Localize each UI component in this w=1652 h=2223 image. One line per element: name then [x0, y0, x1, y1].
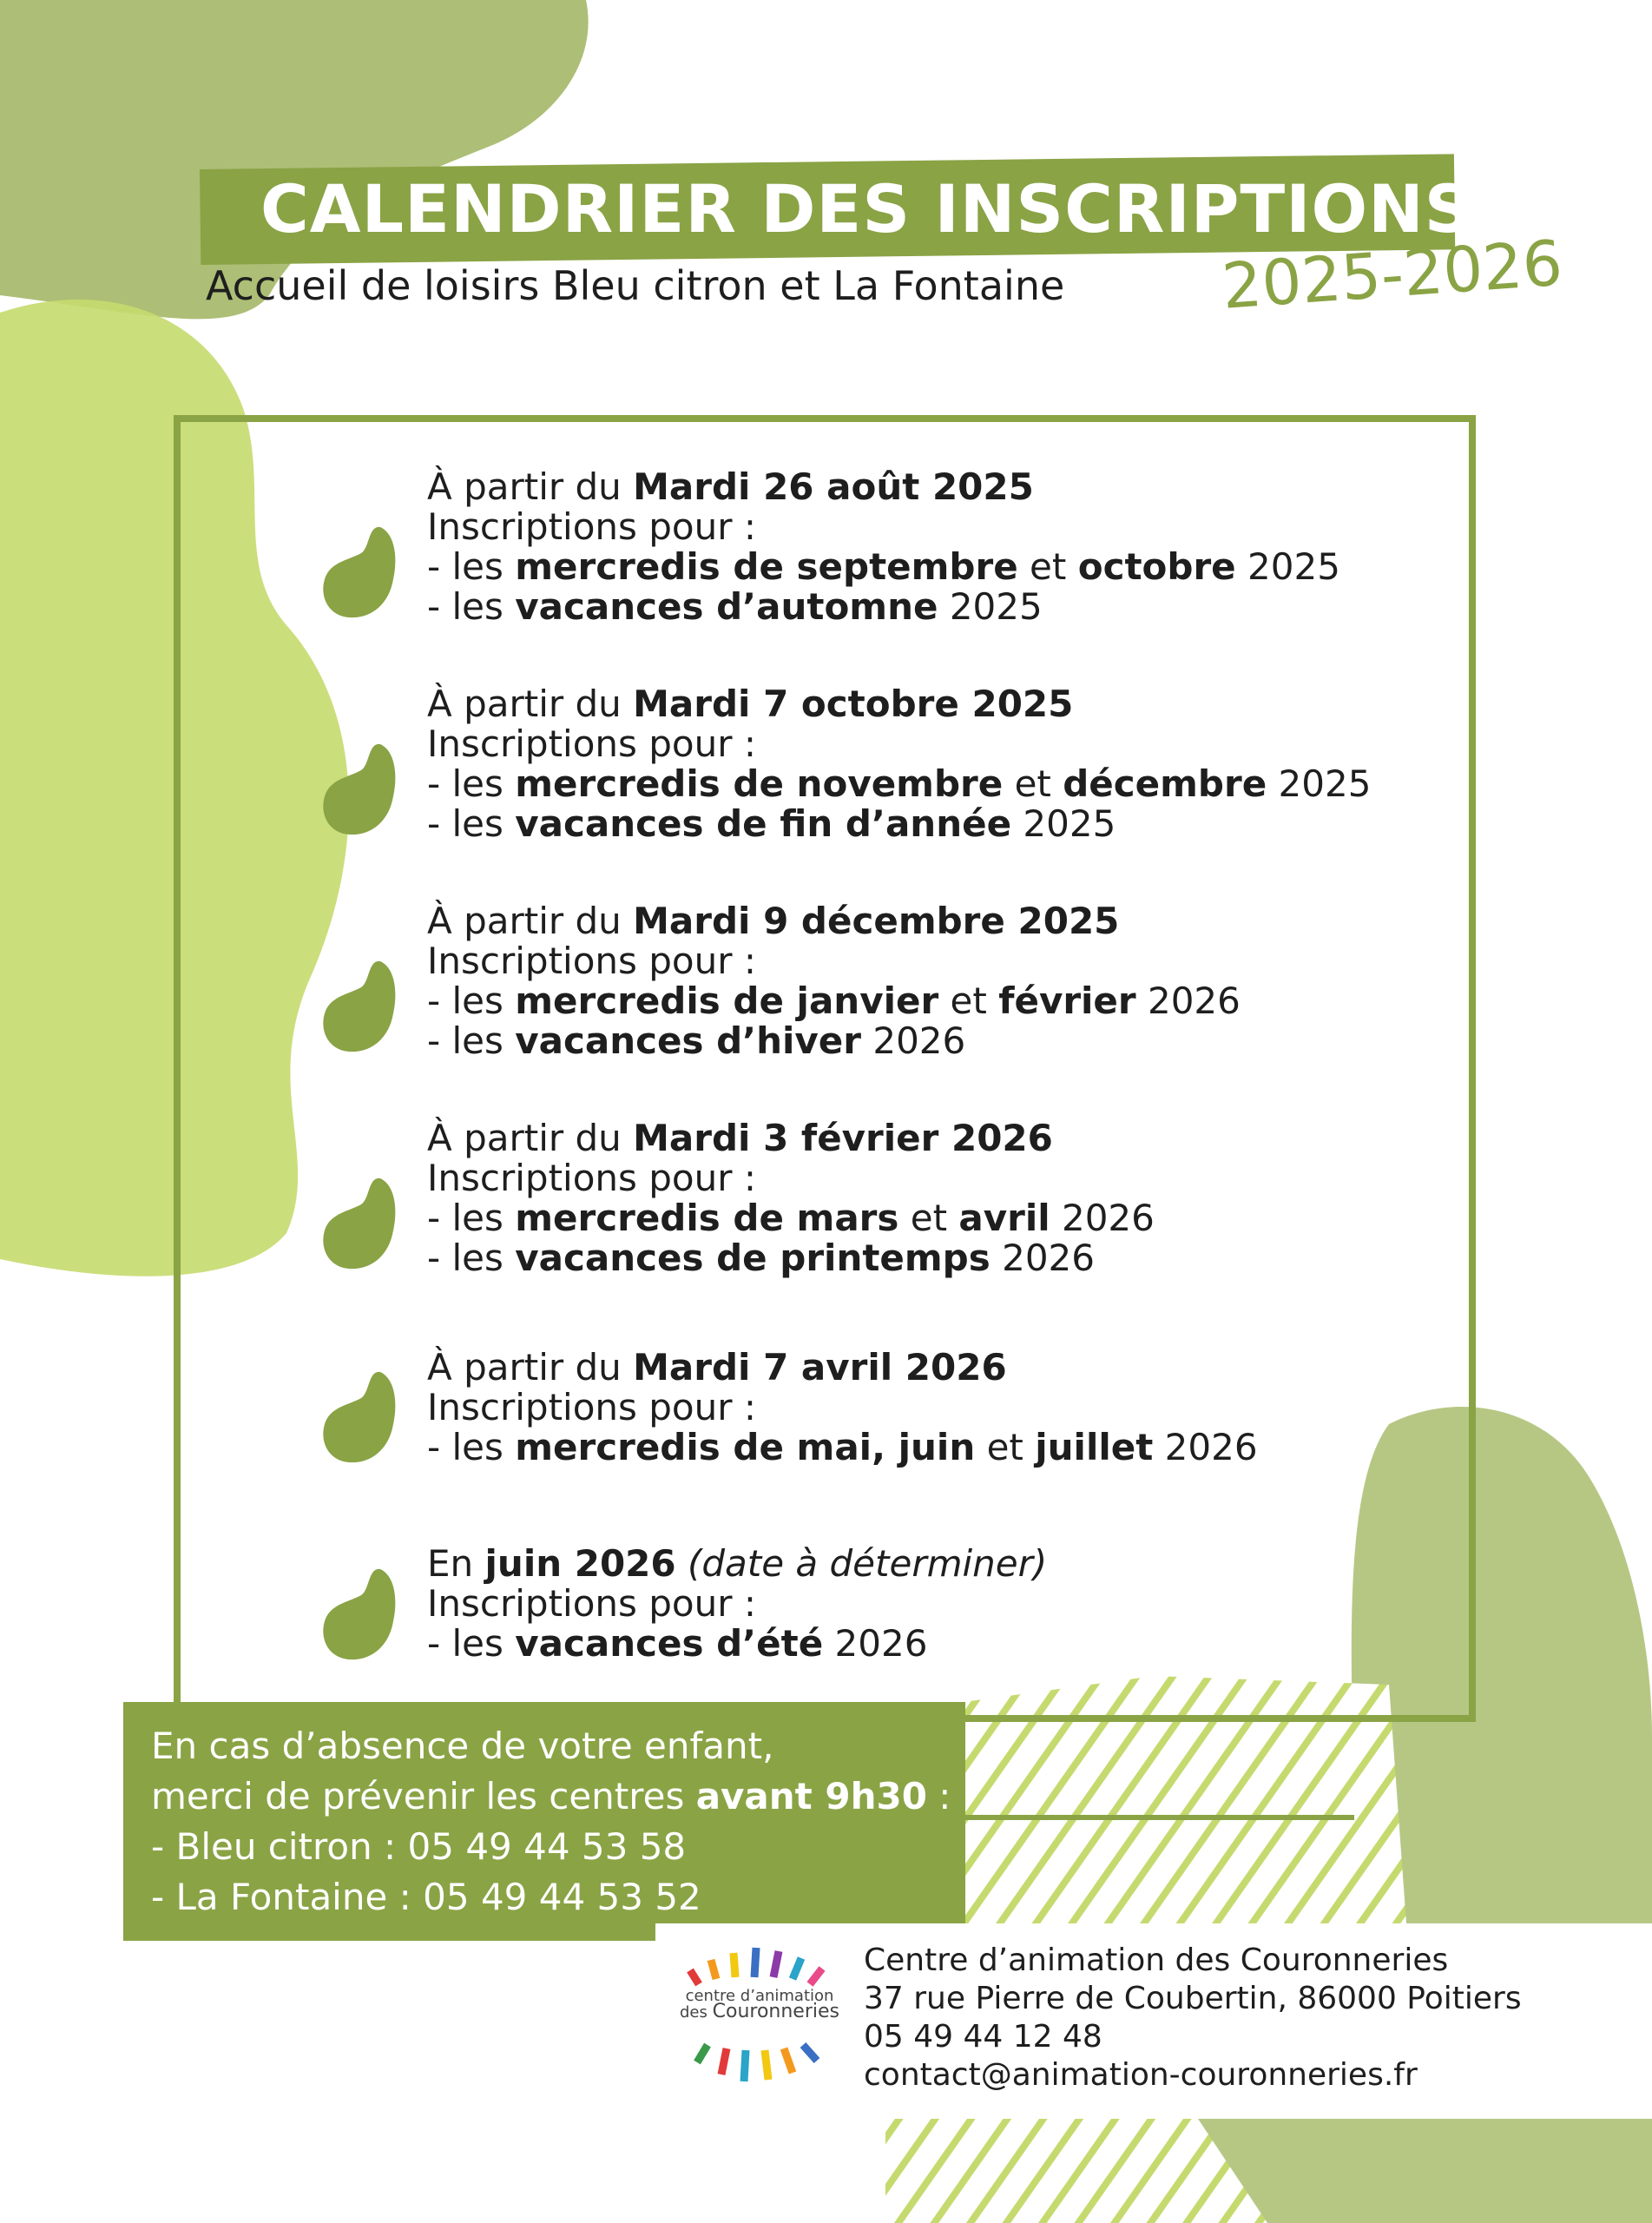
centre-phone: 05 49 44 12 48: [864, 2019, 1102, 2055]
registration-date: Mardi 9 décembre 2025: [633, 900, 1120, 942]
leaf-bullet-icon: [319, 742, 403, 838]
registration-entry: À partir du Mardi 9 décembre 2025 Inscriptions pour : - les mercredis de janvier et février 2026 - les vacances d’hiver 2026: [427, 900, 1241, 1062]
leaf-bullet-icon: [319, 525, 403, 621]
school-year: 2025-2026: [1220, 226, 1565, 323]
registration-date: Mardi 3 février 2026: [633, 1117, 1053, 1159]
page-subtitle: Accueil de loisirs Bleu citron et La Fontaine: [206, 262, 1065, 309]
contact-info: [864, 1942, 1522, 2094]
centre-email: contact@animation-couronneries.fr: [864, 2057, 1418, 2093]
leaf-bullet-icon: [319, 1567, 403, 1663]
leaf-bullet-icon: [319, 960, 403, 1055]
phone-bleu-citron: - Bleu citron : 05 49 44 53 58: [151, 1825, 687, 1868]
absence-notice: En cas d’absence de votre enfant, merci de prévenir les centres avant 9h30 : - Bleu citron : 05 49 44 53 58 - La Fontaine : 05 49 44 53 52: [123, 1702, 965, 1941]
centre-address: 37 rue Pierre de Coubertin, 86000 Poitiers: [864, 1981, 1522, 2016]
registration-date: Mardi 7 avril 2026: [633, 1346, 1007, 1389]
registration-entry: À partir du Mardi 7 avril 2026 Inscriptions pour : - les mercredis de mai, juin et juillet 2026: [427, 1346, 1258, 1468]
centre-name: Centre d’animation des Couronneries: [864, 1943, 1449, 1978]
registration-entry: À partir du Mardi 3 février 2026 Inscriptions pour : - les mercredis de mars et avril 2026 - les vacances de printemps 2026: [427, 1117, 1155, 1279]
registration-entry: À partir du Mardi 7 octobre 2025 Inscriptions pour : - les mercredis de novembre et décembre 2025 - les vacances de fin d’année 2025: [427, 683, 1372, 845]
leaf-bullet-icon: [319, 1177, 403, 1272]
registration-entry: En juin 2026 (date à déterminer) Inscriptions pour : - les vacances d’été 2026: [427, 1542, 1048, 1665]
registration-date: Mardi 26 août 2025: [633, 465, 1034, 508]
logo-wordmark: centre d’animation des Couronneries: [680, 1987, 839, 2022]
registration-date: juin 2026: [484, 1542, 676, 1585]
registration-date: Mardi 7 octobre 2025: [633, 683, 1074, 725]
phone-la-fontaine: - La Fontaine : 05 49 44 53 52: [151, 1876, 701, 1918]
registration-entry: À partir du Mardi 26 août 2025 Inscriptions pour : - les mercredis de septembre et octobre 2025 - les vacances d’automne 2025: [427, 465, 1340, 628]
page-title: CALENDRIER DES INSCRIPTIONS: [260, 170, 1473, 247]
leaf-bullet-icon: [319, 1370, 403, 1466]
